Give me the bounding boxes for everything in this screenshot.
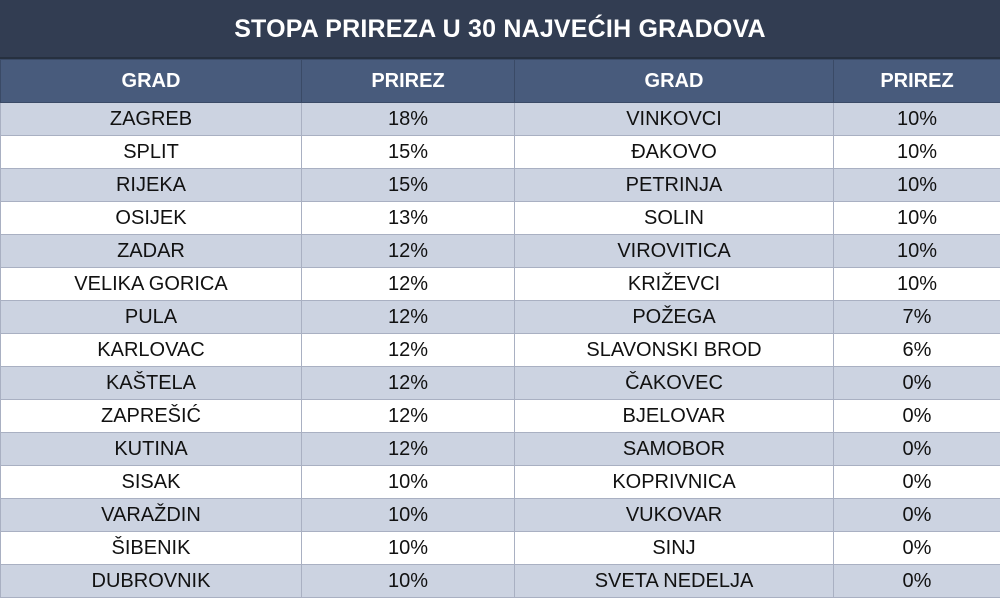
rate-cell-right: 10% xyxy=(834,103,1000,136)
table-row xyxy=(1,235,1000,268)
table-row xyxy=(1,136,1000,169)
city-cell-right: VUKOVAR xyxy=(515,499,834,532)
header-grad-right: GRAD xyxy=(515,60,834,103)
city-cell-left: DUBROVNIK xyxy=(1,565,302,598)
table-row xyxy=(1,103,1000,136)
city-cell-right: VIROVITICA xyxy=(515,235,834,268)
header-prirez-right: PRIREZ xyxy=(834,60,1000,103)
city-cell-right: SINJ xyxy=(515,532,834,565)
rate-cell-left: 13% xyxy=(302,202,515,235)
city-cell-left: VELIKA GORICA xyxy=(1,268,302,301)
table-row xyxy=(1,532,1000,565)
city-cell-right: KOPRIVNICA xyxy=(515,466,834,499)
rate-cell-right: 10% xyxy=(834,136,1000,169)
city-cell-left: RIJEKA xyxy=(1,169,302,202)
rate-cell-right: 0% xyxy=(834,499,1000,532)
city-cell-left: ŠIBENIK xyxy=(1,532,302,565)
table-row xyxy=(1,565,1000,598)
table-row xyxy=(1,169,1000,202)
rate-cell-right: 0% xyxy=(834,466,1000,499)
rate-cell-right: 0% xyxy=(834,367,1000,400)
rate-cell-left: 10% xyxy=(302,532,515,565)
city-cell-right: PETRINJA xyxy=(515,169,834,202)
rate-cell-left: 15% xyxy=(302,136,515,169)
city-cell-right: BJELOVAR xyxy=(515,400,834,433)
table-row xyxy=(1,334,1000,367)
table-row xyxy=(1,400,1000,433)
rate-cell-right: 0% xyxy=(834,565,1000,598)
table-row xyxy=(1,268,1000,301)
table-row xyxy=(1,433,1000,466)
city-cell-right: KRIŽEVCI xyxy=(515,268,834,301)
rate-cell-right: 10% xyxy=(834,202,1000,235)
city-cell-right: ČAKOVEC xyxy=(515,367,834,400)
rate-cell-right: 6% xyxy=(834,334,1000,367)
city-cell-right: VINKOVCI xyxy=(515,103,834,136)
city-cell-left: KARLOVAC xyxy=(1,334,302,367)
city-cell-left: KUTINA xyxy=(1,433,302,466)
rate-cell-left: 12% xyxy=(302,235,515,268)
city-cell-left: ZAGREB xyxy=(1,103,302,136)
table-title: STOPA PRIREZA U 30 NAJVEĆIH GRADOVA xyxy=(0,0,1000,59)
city-cell-left: KAŠTELA xyxy=(1,367,302,400)
rate-cell-left: 12% xyxy=(302,301,515,334)
table-body xyxy=(1,103,1000,598)
rate-cell-right: 7% xyxy=(834,301,1000,334)
city-cell-left: VARAŽDIN xyxy=(1,499,302,532)
city-cell-left: SPLIT xyxy=(1,136,302,169)
rate-cell-right: 0% xyxy=(834,532,1000,565)
rate-cell-left: 12% xyxy=(302,268,515,301)
rate-cell-right: 10% xyxy=(834,169,1000,202)
surtax-table xyxy=(0,59,1000,598)
city-cell-left: PULA xyxy=(1,301,302,334)
city-cell-right: SAMOBOR xyxy=(515,433,834,466)
header-prirez-left: PRIREZ xyxy=(302,60,515,103)
rate-cell-left: 12% xyxy=(302,334,515,367)
table-row xyxy=(1,466,1000,499)
city-cell-right: SVETA NEDELJA xyxy=(515,565,834,598)
city-cell-left: OSIJEK xyxy=(1,202,302,235)
table-row xyxy=(1,202,1000,235)
rate-cell-left: 18% xyxy=(302,103,515,136)
table-row xyxy=(1,367,1000,400)
rate-cell-left: 15% xyxy=(302,169,515,202)
header-grad-left: GRAD xyxy=(1,60,302,103)
city-cell-left: ZAPREŠIĆ xyxy=(1,400,302,433)
table-row xyxy=(1,499,1000,532)
rate-cell-right: 10% xyxy=(834,235,1000,268)
table-row xyxy=(1,301,1000,334)
city-cell-right: POŽEGA xyxy=(515,301,834,334)
city-cell-left: SISAK xyxy=(1,466,302,499)
rate-cell-left: 12% xyxy=(302,400,515,433)
rate-cell-left: 10% xyxy=(302,499,515,532)
header-row xyxy=(1,60,1000,103)
rate-cell-right: 10% xyxy=(834,268,1000,301)
city-cell-right: SOLIN xyxy=(515,202,834,235)
rate-cell-left: 10% xyxy=(302,466,515,499)
city-cell-right: SLAVONSKI BROD xyxy=(515,334,834,367)
rate-cell-right: 0% xyxy=(834,433,1000,466)
rate-cell-right: 0% xyxy=(834,400,1000,433)
rate-cell-left: 10% xyxy=(302,565,515,598)
city-cell-left: ZADAR xyxy=(1,235,302,268)
rate-cell-left: 12% xyxy=(302,433,515,466)
city-cell-right: ĐAKOVO xyxy=(515,136,834,169)
rate-cell-left: 12% xyxy=(302,367,515,400)
